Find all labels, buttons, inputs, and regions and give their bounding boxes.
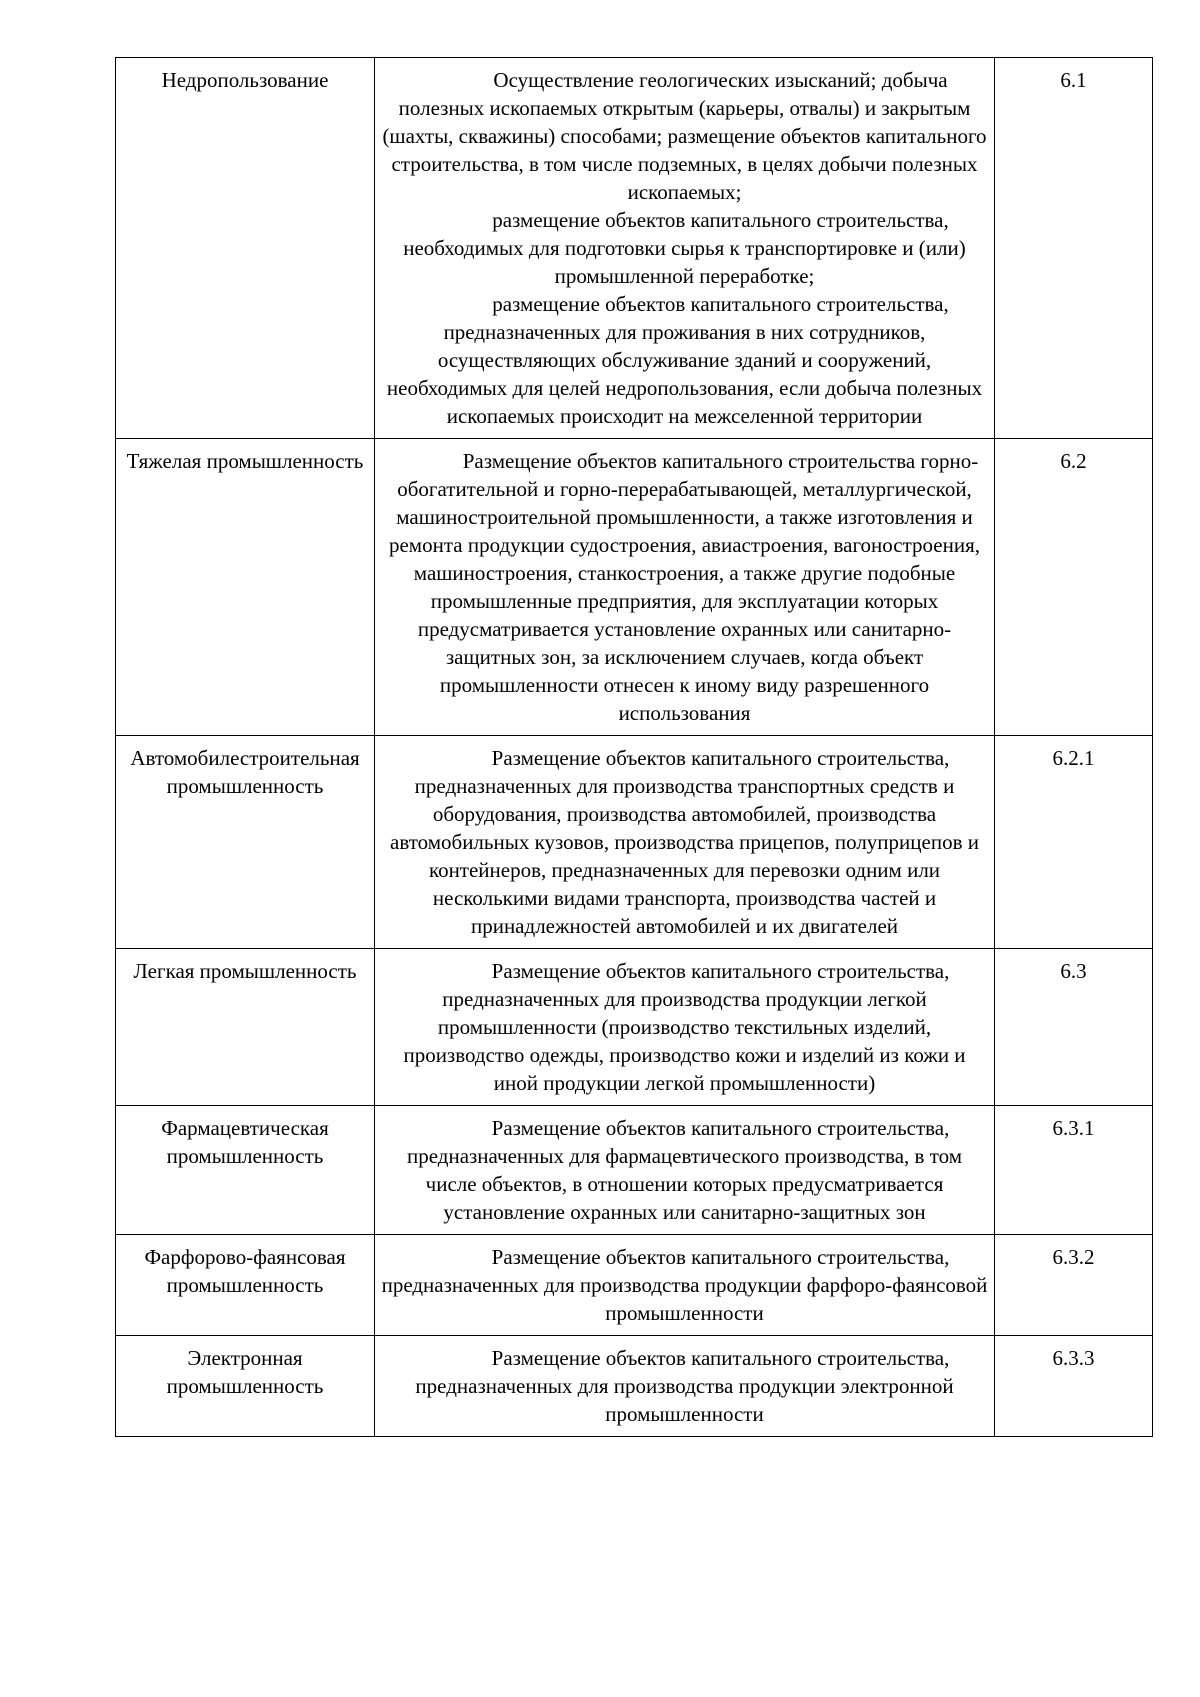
table-row xyxy=(116,439,1153,736)
description-paragraph: Размещение объектов капитального строительства горно-обогатительной и горно-перерабатывающей, металлургической, машиностроительной промышленности, а также изготовления и ремонта продукции судостроения, авиастроения, вагоностроения, машиностроения, станкостроения, а также другие подобные промышленные предприятия, для эксплуатации которых предусматривается установление охранных или санитарно-защитных зон, за исключением случаев, когда объект промышленности отнесен к иному виду разрешенного использования xyxy=(388,449,981,725)
table-row xyxy=(116,949,1153,1106)
use-type-description xyxy=(375,1106,995,1235)
use-type-name: Легкая промышленность xyxy=(116,949,375,1106)
table-row xyxy=(116,1336,1153,1437)
description-paragraph: размещение объектов капитального строительства, необходимых для подготовки сырья к транспортировке и (или) промышленной переработке; xyxy=(403,208,966,288)
use-type-description xyxy=(375,736,995,949)
description-paragraph: размещение объектов капитального строительства, предназначенных для проживания в них сотрудников, осуществляющих обслуживание зданий и сооружений, необходимых для целей недропользования, если добыча полезных ископаемых происходит на межселенной территории xyxy=(386,292,983,428)
description-paragraph: Размещение объектов капитального строительства, предназначенных для производства транспортных средств и оборудования, производства автомобилей, производства автомобильных кузовов, производства прицепов, полуприцепов и контейнеров, предназначенных для перевозки одним или несколькими видами транспорта, производства частей и принадлежностей автомобилей и их двигателей xyxy=(390,746,979,938)
description-paragraph: Размещение объектов капитального строительства, предназначенных для производства продукции легкой промышленности (производство текстильных изделий, производство одежды, производство кожи и изделий из кожи и иной продукции легкой промышленности) xyxy=(403,959,966,1095)
use-type-code: 6.3.1 xyxy=(995,1106,1153,1235)
use-type-description xyxy=(375,439,995,736)
description-paragraph: Размещение объектов капитального строительства, предназначенных для фармацевтического производства, в том числе объектов, в отношении которых предусматривается установление охранных или санитарно-защитных зон xyxy=(406,1116,962,1224)
table-row xyxy=(116,1106,1153,1235)
description-paragraph: Осуществление геологических изысканий; добыча полезных ископаемых открытым (карьеры, отвалы) и закрытым (шахты, скважины) способами; размещение объектов капитального строительства, в том числе подземных, в целях добычи полезных ископаемых; xyxy=(382,68,987,204)
table-row xyxy=(116,736,1153,949)
use-type-name: Фармацевтическая промышленность xyxy=(116,1106,375,1235)
table-row xyxy=(116,1235,1153,1336)
use-type-code: 6.3.2 xyxy=(995,1235,1153,1336)
use-type-name: Фарфорово-фаянсовая промышленность xyxy=(116,1235,375,1336)
use-type-code: 6.1 xyxy=(995,58,1153,439)
table-row xyxy=(116,58,1153,439)
land-use-table xyxy=(115,57,1153,1437)
use-type-name: Автомобилестроительная промышленность xyxy=(116,736,375,949)
use-type-code: 6.3.3 xyxy=(995,1336,1153,1437)
use-type-code: 6.2.1 xyxy=(995,736,1153,949)
use-type-code: 6.2 xyxy=(995,439,1153,736)
use-type-code: 6.3 xyxy=(995,949,1153,1106)
use-type-description xyxy=(375,1336,995,1437)
description-paragraph: Размещение объектов капитального строительства, предназначенных для производства продукции электронной промышленности xyxy=(415,1346,954,1426)
use-type-name: Тяжелая промышленность xyxy=(116,439,375,736)
use-type-description xyxy=(375,58,995,439)
use-type-name: Электронная промышленность xyxy=(116,1336,375,1437)
use-type-description xyxy=(375,949,995,1106)
description-paragraph: Размещение объектов капитального строительства, предназначенных для производства продукции фарфоро-фаянсовой промышленности xyxy=(381,1245,988,1325)
use-type-name: Недропользование xyxy=(116,58,375,439)
use-type-description xyxy=(375,1235,995,1336)
